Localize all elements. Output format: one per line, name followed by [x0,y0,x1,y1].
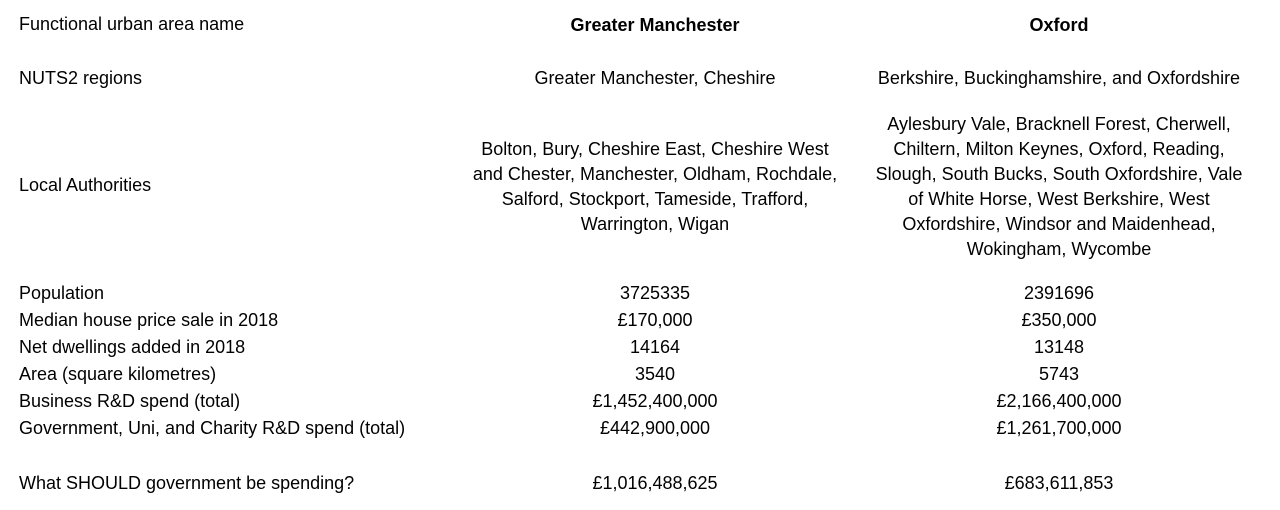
header-col-oxford: Oxford [1029,15,1089,35]
header-col-greater-manchester: Greater Manchester [570,15,740,35]
stat-value-col-b: 13148 [1033,337,1085,357]
stat-value-col-b: 5743 [1038,364,1080,384]
stat-value-col-a: 14164 [629,337,681,357]
local-authorities-col-a-line: Bolton, Bury, Cheshire East, Cheshire West [481,139,829,159]
stat-value-col-a: £1,452,400,000 [592,391,718,411]
stat-value-col-b: £1,261,700,000 [996,418,1122,438]
stat-value-col-a: £170,000 [617,310,693,330]
stat-label: Area (square kilometres) [19,364,217,384]
stat-label: Net dwellings added in 2018 [19,337,246,357]
local-authorities-col-b-line: Slough, South Bucks, South Oxfordshire, Vale [875,164,1243,184]
nuts2-label: NUTS2 regions [19,68,143,88]
should-spend-label: What SHOULD government be spending? [19,473,355,493]
local-authorities-col-b-line: Wokingham, Wycombe [966,239,1152,259]
stat-value-col-a: 3725335 [619,283,691,303]
should-spend-col-b: £683,611,853 [1004,473,1114,493]
stat-value-col-b: 2391696 [1023,283,1095,303]
local-authorities-col-a-line: and Chester, Manchester, Oldham, Rochdale, [472,164,838,184]
stat-value-col-a: 3540 [634,364,676,384]
stat-value-col-a: £442,900,000 [599,418,711,438]
local-authorities-col-a-line: Salford, Stockport, Tameside, Trafford, [501,189,809,209]
should-spend-col-a: £1,016,488,625 [592,473,718,493]
local-authorities-col-b-line: Oxfordshire, Windsor and Maidenhead, [902,214,1216,234]
local-authorities-col-b-line: Aylesbury Vale, Bracknell Forest, Cherwell, [887,114,1231,134]
local-authorities-col-b [859,112,1259,262]
stat-value-col-b: £2,166,400,000 [996,391,1122,411]
local-authorities-col-b-line: of White Horse, West Berkshire, West [908,189,1210,209]
local-authorities-label: Local Authorities [19,175,152,195]
header-label: Functional urban area name [19,14,245,34]
stat-label: Government, Uni, and Charity R&D spend (total) [19,418,406,438]
stat-label: Business R&D spend (total) [19,391,241,411]
nuts2-col-a: Greater Manchester, Cheshire [534,68,776,88]
stat-label: Population [19,283,105,303]
stat-value-col-b: £350,000 [1021,310,1097,330]
local-authorities-col-a-line: Warrington, Wigan [580,214,730,234]
stat-label: Median house price sale in 2018 [19,310,279,330]
local-authorities-col-b-line: Chiltern, Milton Keynes, Oxford, Reading, [893,139,1225,159]
nuts2-col-b: Berkshire, Buckinghamshire, and Oxfordshire [877,68,1241,88]
local-authorities-col-a [455,137,855,237]
